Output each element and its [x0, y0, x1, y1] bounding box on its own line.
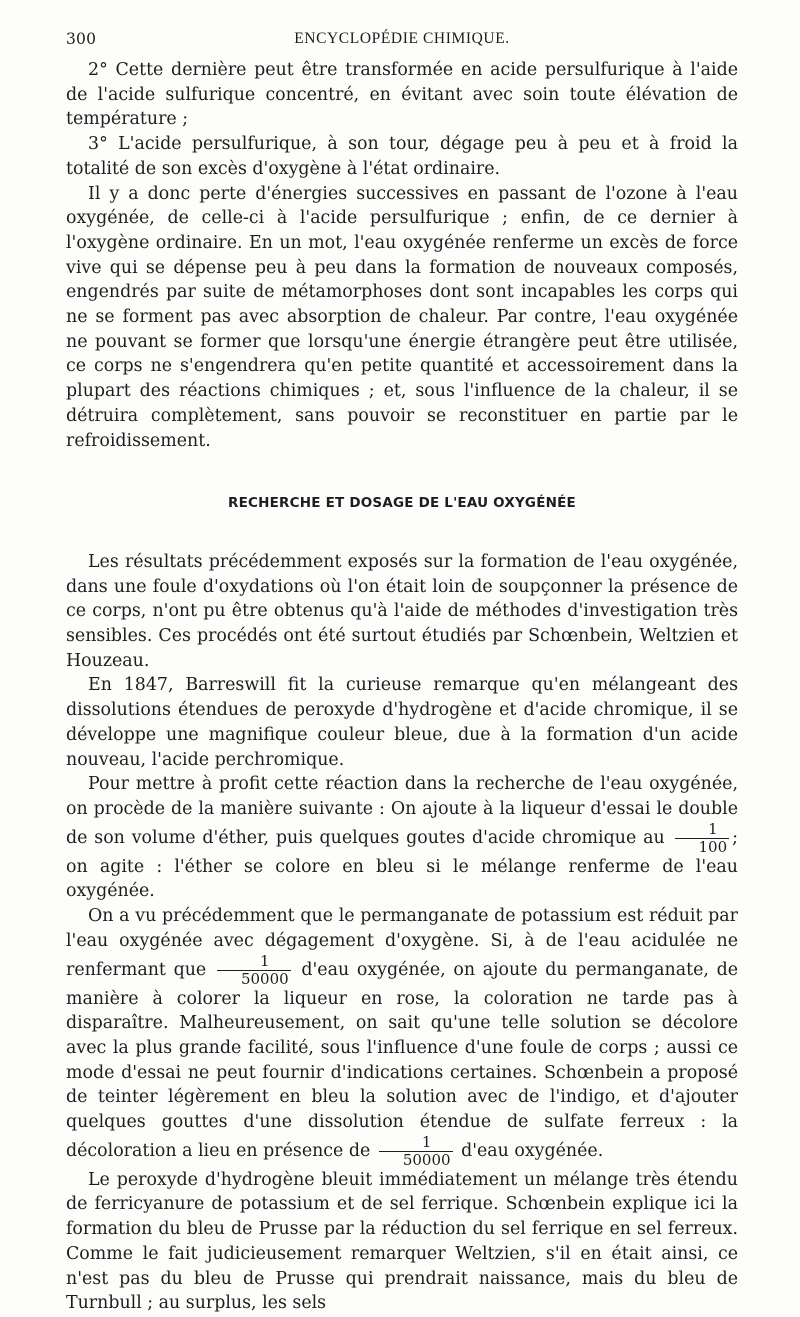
section-title: RECHERCHE ET DOSAGE DE L'EAU OXYGÉNÉE — [228, 495, 576, 512]
paragraph-7-text-a: On a vu précédemment que le permanganate de potassium est réduit par l'eau oxygénée avec dégagement d'oxygène. Si, à de l'eau acidulée ne renfermant que — [66, 906, 738, 980]
paragraph-6-text-a: Pour mettre à profit cette réaction dans la recherche de l'eau oxygénée, on procède de la manière suivante : On ajoute à la liqueur d'essai le double de son volume d'éther, puis quelques goutes d'acide chromique au — [66, 774, 738, 848]
fraction-denominator: 100 — [698, 837, 728, 856]
paragraph-7-text-c: d'eau oxygénée. — [461, 1140, 604, 1161]
fraction-numerator: 1 — [217, 954, 291, 971]
paragraph-7-text-b: d'eau oxygénée, on ajoute du permanganate, de manière à colorer la liqueur en rose, la coloration ne tarde pas à disparaître. Malheureusement, on sait qu'une telle solution se décolore avec la plus grande facilité, sous l'influence d'une foule de corps ; aussi ce mode d'essai ne peut fournir d'indications certaines. Schœnbein a proposé de teinter légèrement en bleu la solution avec de l'indigo, et d'ajouter quelques gouttes d'une dissolution étendue de sulfate ferreux : la décoloration a lieu en présence de — [66, 959, 739, 1161]
paragraph-1: 2° Cette dernière peut être transformée en acide persulfurique à l'aide de l'acide sulfurique concentré, en évitant avec soin toute élévation de température ; — [66, 60, 738, 130]
paragraph-2: 3° L'acide persulfurique, à son tour, dégage peu à peu et à froid la totalité de son excès d'oxygène à l'état ordinaire. — [66, 134, 738, 179]
paragraph-6-text-b: ; on agite : l'éther se colore en bleu si le mélange renferme de l'eau oxygénée. — [66, 827, 739, 902]
fraction-numerator: 1 — [675, 822, 730, 839]
fraction-numerator: 1 — [379, 1135, 453, 1152]
paragraph-8: Le peroxyde d'hydrogène bleuit immédiatement un mélange très étendu de ferricyanure de potassium et de sel ferrique. Schœnbein explique ici la formation du bleu de Prusse par la réduction du sel ferrique en sel ferreux. Comme le fait judicieusement remarquer Weltzien, s'il en était ainsi, ce n'est pas du bleu de Prusse qui prendrait naissance, mais du bleu de Turnbull ; au surplus, les sels — [66, 1169, 738, 1314]
fraction-denominator: 50000 — [240, 969, 289, 988]
page-number: 300 — [66, 30, 97, 48]
paragraph-4: Les résultats précédemment exposés sur la formation de l'eau oxygénée, dans une foule d'oxydations où l'on était loin de soupçonner la présence de ce corps, n'ont pu être obtenus qu'à l'aide de méthodes d'investigation très sensibles. Ces procédés ont été surtout étudiés par Schœnbein, Weltzien et Houzeau. — [66, 551, 738, 671]
paragraph-6 — [66, 772, 738, 904]
paragraph-7 — [66, 904, 738, 1168]
fraction-one-hundredth — [675, 819, 730, 856]
body-text — [66, 58, 738, 1316]
page-header — [66, 30, 738, 52]
paragraph-5: En 1847, Barreswill fit la curieuse remarque qu'en mélangeant des dissolutions étendues de peroxyde d'hydrogène et d'acide chromique, il se développe une magnifique couleur bleue, due à la formation d'un acide nouveau, l'acide perchromique. — [66, 675, 738, 770]
fraction-one-fifty-thousandth — [217, 951, 291, 988]
running-title: ENCYCLOPÉDIE CHIMIQUE. — [294, 30, 510, 47]
fraction-denominator: 50000 — [402, 1150, 451, 1169]
fraction-one-fifty-thousandth-2 — [379, 1132, 453, 1169]
paragraph-3: Il y a donc perte d'énergies successives en passant de l'ozone à l'eau oxygénée, de celle-ci à l'acide persulfurique ; enfin, de ce dernier à l'oxygène ordinaire. En un mot, l'eau oxygénée renferme un excès de force vive qui se dépense peu à peu dans la formation de nouveaux composés, engendrés par suite de métamorphoses dont sont incapables les corps qui ne se forment pas avec absorption de chaleur. Par contre, l'eau oxygénée ne pouvant se former que lorsqu'une énergie étrangère peut être utilisée, ce corps ne s'engendrera qu'en petite quantité et accessoirement dans la plupart des réactions chimiques ; et, sous l'influence de la chaleur, il se détruira complètement, sans pouvoir se reconstituer en partie par le refroidissement. — [66, 183, 738, 451]
